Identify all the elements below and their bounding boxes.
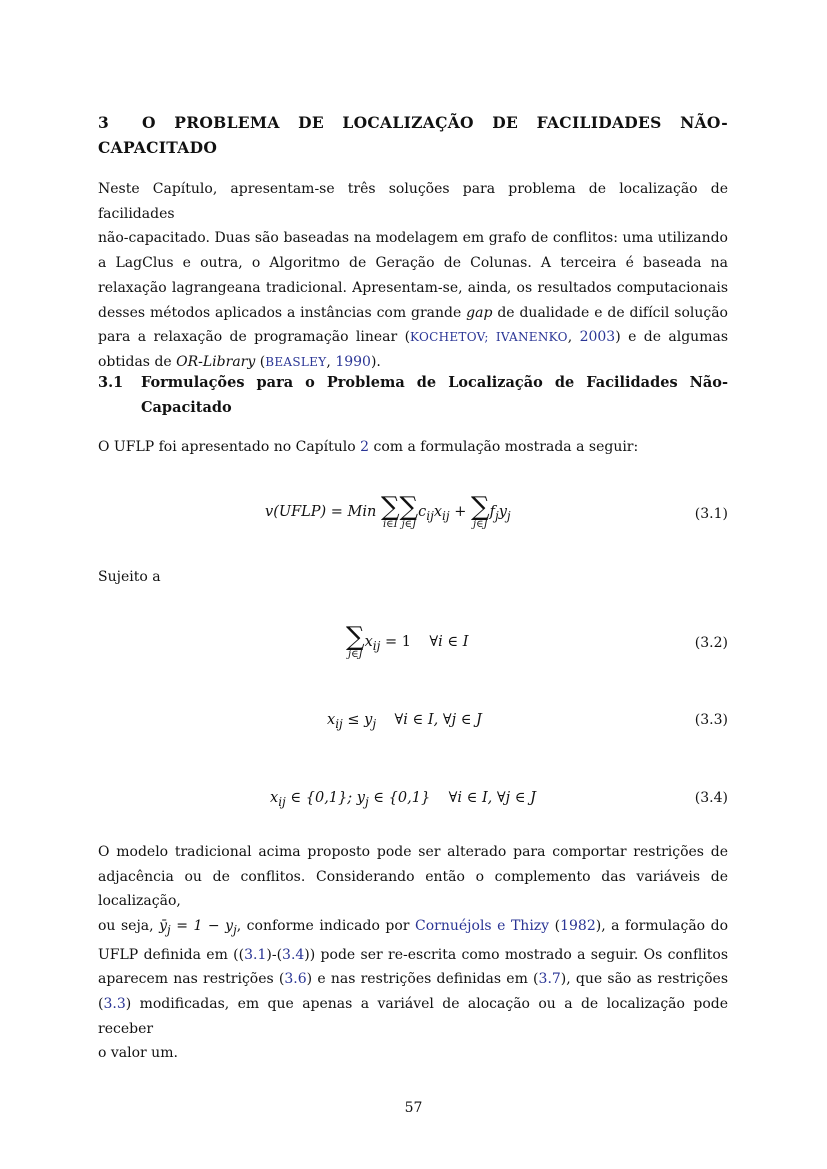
- closing-line-1: O modelo tradicional acima proposto pode ser alterado para comportar restrições de: [98, 844, 728, 860]
- equation-ref-3-4[interactable]: 3.4: [282, 946, 305, 963]
- citation-year-1990[interactable]: 1990: [335, 353, 371, 370]
- intro-line-4: relaxação lagrangeana tradicional. Apresentam-se, ainda, os resultados computacionais: [98, 279, 728, 296]
- equation-number-3-4: (3.4): [694, 790, 728, 806]
- intro-paragraph: [98, 177, 728, 375]
- equation-3-4: $x_{ij}$ ∈ {0,1}; $y_j$ ∈ {0,1} ∀i ∈ I, ∀j ∈ J: [270, 790, 536, 809]
- uflp-intro: O UFLP foi apresentado no Capítulo 2 com a formulação mostrada a seguir:: [98, 439, 639, 455]
- chapter-title-line1: O PROBLEMA DE LOCALIZAÇÃO DE FACILIDADES NÃO-: [142, 113, 728, 132]
- gap-term: gap: [466, 304, 493, 321]
- citation-year-2003[interactable]: 2003: [579, 329, 616, 346]
- intro-line-1: Neste Capítulo, apresentam-se três soluções para problema de localização de facilidades: [98, 181, 728, 222]
- equation-number-3-1: (3.1): [694, 506, 728, 522]
- equation-ref-3-1[interactable]: 3.1: [244, 946, 267, 963]
- chapter-ref-link[interactable]: 2: [360, 439, 370, 455]
- section-title-line1: Formulações para o Problema de Localização de Facilidades Não-: [141, 374, 728, 391]
- equation-3-3: $x_{ij} \le y_j$ ∀i ∈ I, ∀j ∈ J: [327, 712, 482, 731]
- equation-3-1: v(UFLP) = Min ∑ i∈I ∑ j∈J $c_{ij}x_{ij}$ + ∑ j∈J $f_jy_j$: [265, 492, 511, 530]
- equation-ref-3-7[interactable]: 3.7: [538, 971, 561, 988]
- intro-line-7: obtidas de OR-Library (BEASLEY, 1990).: [98, 353, 381, 370]
- sum-symbol-i: ∑ i∈I: [380, 492, 400, 530]
- sum-symbol-j: ∑ j∈J: [399, 492, 419, 530]
- section-number: 3.1: [98, 374, 124, 391]
- closing-paragraph: [98, 840, 728, 1066]
- closing-line-4: UFLP definida em ((3.1)-(3.4)) pode ser re-escrita como mostrado a seguir. Os conflitos: [98, 946, 729, 963]
- chapter-title: [98, 110, 728, 160]
- equation-number-3-2: (3.2): [694, 635, 728, 651]
- equation-ref-3-3[interactable]: 3.3: [103, 996, 126, 1013]
- closing-line-5: aparecem nas restrições (3.6) e nas restrições definidas em (3.7), que são as restrições: [98, 971, 729, 988]
- intro-line-3: a LagClus e outra, o Algoritmo de Geração de Colunas. A terceira é baseada na: [98, 255, 728, 272]
- equation-3-2: ∑ j∈J $x_{ij} = 1$ ∀i ∈ I: [346, 622, 469, 660]
- page-number: 57: [404, 1100, 423, 1116]
- citation-year-1982[interactable]: 1982: [560, 918, 596, 935]
- equation-number-3-3: (3.3): [694, 712, 728, 728]
- section-title-line2: Capacitado: [141, 399, 232, 416]
- intro-line-5: desses métodos aplicados a instâncias com grande gap de dualidade e de difícil solução: [98, 304, 728, 321]
- closing-line-7: o valor um.: [98, 1045, 178, 1062]
- citation-beasley[interactable]: BEASLEY: [265, 354, 327, 369]
- sum-symbol-j2: ∑ j∈J: [471, 492, 490, 530]
- chapter-title-line2: CAPACITADO: [98, 138, 218, 157]
- closing-line-2: adjacência ou de conflitos. Considerando então o complemento das variáveis de localização,: [98, 868, 728, 910]
- closing-line-3: ou seja, $ȳ_j = 1 - y_j$, conforme indicado por Cornuéjols e Thizy (1982), a formulação do: [98, 918, 729, 937]
- intro-line-6: para a relaxação de programação linear (KOCHETOV; IVANENKO, 2003) e de algumas: [98, 329, 728, 346]
- section-title: [98, 370, 728, 445]
- equation-ref-3-6[interactable]: 3.6: [284, 971, 307, 988]
- citation-cornuejols-thizy[interactable]: Cornuéjols e Thizy: [415, 918, 550, 935]
- or-library-term: OR-Library: [176, 353, 256, 370]
- chapter-number: 3: [98, 113, 110, 132]
- intro-line-2: não-capacitado. Duas são baseadas na modelagem em grafo de conflitos: uma utilizando: [98, 230, 728, 247]
- sum-symbol-eq2: ∑ j∈J: [346, 622, 365, 660]
- subject-to-label: Sujeito a: [98, 569, 161, 585]
- closing-line-6: (3.3) modificadas, em que apenas a variável de alocação ou a de localização pode receber: [98, 996, 728, 1037]
- citation-kochetov[interactable]: KOCHETOV; IVANENKO: [410, 330, 568, 345]
